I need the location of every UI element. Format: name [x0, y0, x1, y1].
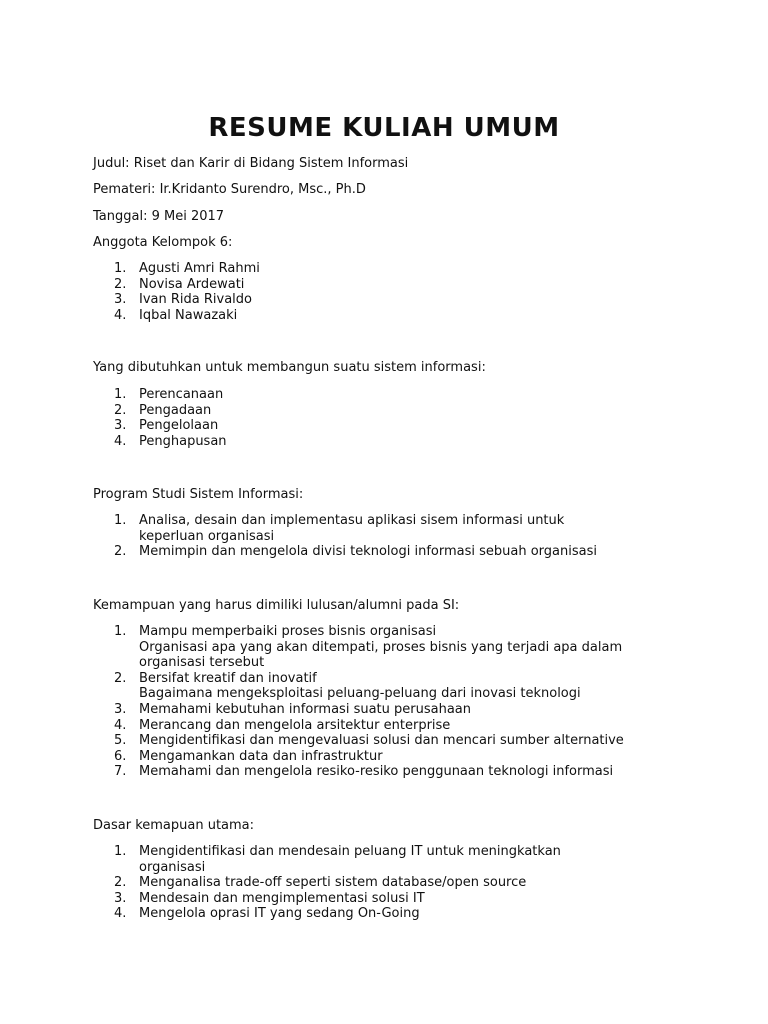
list-item [93, 277, 260, 293]
list-number: 4. [114, 717, 127, 733]
list-number: 2. [114, 276, 127, 292]
pemateri-line: Pemateri: Ir.Kridanto Surendro, Msc., Ph.D [93, 182, 366, 197]
list-text: Perencanaan [139, 387, 224, 402]
list-text: Mengamankan data dan infrastruktur [139, 748, 383, 764]
tanggal-line: Tanggal: 9 Mei 2017 [93, 209, 225, 224]
list-number: 2. [114, 875, 127, 891]
kemampuan-list [93, 624, 624, 780]
list-text: Bersifat kreatif dan inovatif [139, 670, 317, 686]
list-text: Pengadaan [139, 402, 212, 418]
list-text-continued: organisasi tersebut [139, 655, 265, 671]
list-text-continued: organisasi [139, 859, 206, 875]
kemampuan-heading: Kemampuan yang harus dimiliki lulusan/alumni pada SI: [93, 598, 460, 613]
list-number: 2. [114, 670, 127, 686]
list-item [93, 387, 227, 403]
list-item [93, 513, 597, 544]
list-number: 3. [114, 292, 127, 308]
list-text: Agusti Amri Rahmi [139, 261, 260, 276]
dasar-list [93, 844, 561, 922]
prodi-list [93, 513, 597, 560]
list-text: Mendesain dan mengimplementasi solusi IT [139, 890, 425, 906]
list-number: 2. [114, 402, 127, 418]
list-item [93, 718, 624, 734]
list-text: Merancang dan mengelola arsitektur enterprise [139, 717, 451, 733]
list-item [93, 418, 227, 434]
list-item [93, 544, 597, 560]
list-item [93, 906, 561, 922]
list-item [93, 671, 624, 702]
list-item [93, 844, 561, 875]
list-item [93, 749, 624, 765]
list-number: 4. [114, 307, 127, 323]
list-number: 3. [114, 890, 127, 906]
page-title: RESUME KULIAH UMUM [208, 113, 560, 143]
list-text: Iqbal Nawazaki [139, 307, 238, 323]
list-text-continued: Organisasi apa yang akan ditempati, proses bisnis yang terjadi apa dalam [139, 639, 623, 655]
list-item [93, 624, 624, 671]
list-text: Novisa Ardewati [139, 276, 245, 292]
list-item [93, 702, 624, 718]
list-number: 1. [114, 844, 127, 859]
list-text: Memahami dan mengelola resiko-resiko penggunaan teknologi informasi [139, 764, 614, 780]
list-item [93, 875, 561, 891]
list-number: 1. [114, 624, 127, 639]
list-item [93, 891, 561, 907]
list-number: 1. [114, 261, 127, 276]
list-text: Ivan Rida Rivaldo [139, 292, 252, 308]
list-text: Mengelola oprasi IT yang sedang On-Going [139, 906, 420, 922]
list-number: 5. [114, 733, 127, 749]
list-text: Pengelolaan [139, 418, 219, 434]
dasar-heading: Dasar kemapuan utama: [93, 818, 255, 833]
list-item [93, 733, 624, 749]
dibutuhkan-list [93, 387, 227, 449]
list-item [93, 292, 260, 308]
list-text-continued: keperluan organisasi [139, 528, 275, 544]
list-text: Mampu memperbaiki proses bisnis organisasi [139, 624, 437, 639]
list-number: 4. [114, 906, 127, 922]
list-number: 3. [114, 701, 127, 717]
dibutuhkan-heading: Yang dibutuhkan untuk membangun suatu sistem informasi: [93, 360, 486, 375]
list-text: Memimpin dan mengelola divisi teknologi informasi sebuah organisasi [139, 544, 597, 560]
list-text: Analisa, desain dan implementasu aplikasi sisem informasi untuk [139, 513, 565, 528]
list-number: 1. [114, 513, 127, 528]
list-item [93, 434, 227, 450]
list-item [93, 764, 624, 780]
list-number: 7. [114, 764, 127, 780]
anggota-heading: Anggota Kelompok 6: [93, 235, 233, 250]
judul-line: Judul: Riset dan Karir di Bidang Sistem Informasi [93, 156, 409, 171]
list-number: 1. [114, 387, 127, 402]
list-text: Penghapusan [139, 433, 227, 449]
list-number: 4. [114, 433, 127, 449]
list-item [93, 308, 260, 324]
list-text: Mengidentifikasi dan mendesain peluang IT untuk meningkatkan [139, 844, 561, 859]
list-number: 2. [114, 544, 127, 560]
list-text-continued: Bagaimana mengeksploitasi peluang-peluang dari inovasi teknologi [139, 686, 581, 702]
list-text: Mengidentifikasi dan mengevaluasi solusi dan mencari sumber alternative [139, 733, 624, 749]
list-number: 3. [114, 418, 127, 434]
list-item [93, 403, 227, 419]
list-item [93, 261, 260, 277]
anggota-list [93, 261, 260, 323]
list-text: Menganalisa trade-off seperti sistem database/open source [139, 875, 527, 891]
prodi-heading: Program Studi Sistem Informasi: [93, 487, 304, 502]
list-text: Memahami kebutuhan informasi suatu perusahaan [139, 701, 472, 717]
list-number: 6. [114, 748, 127, 764]
